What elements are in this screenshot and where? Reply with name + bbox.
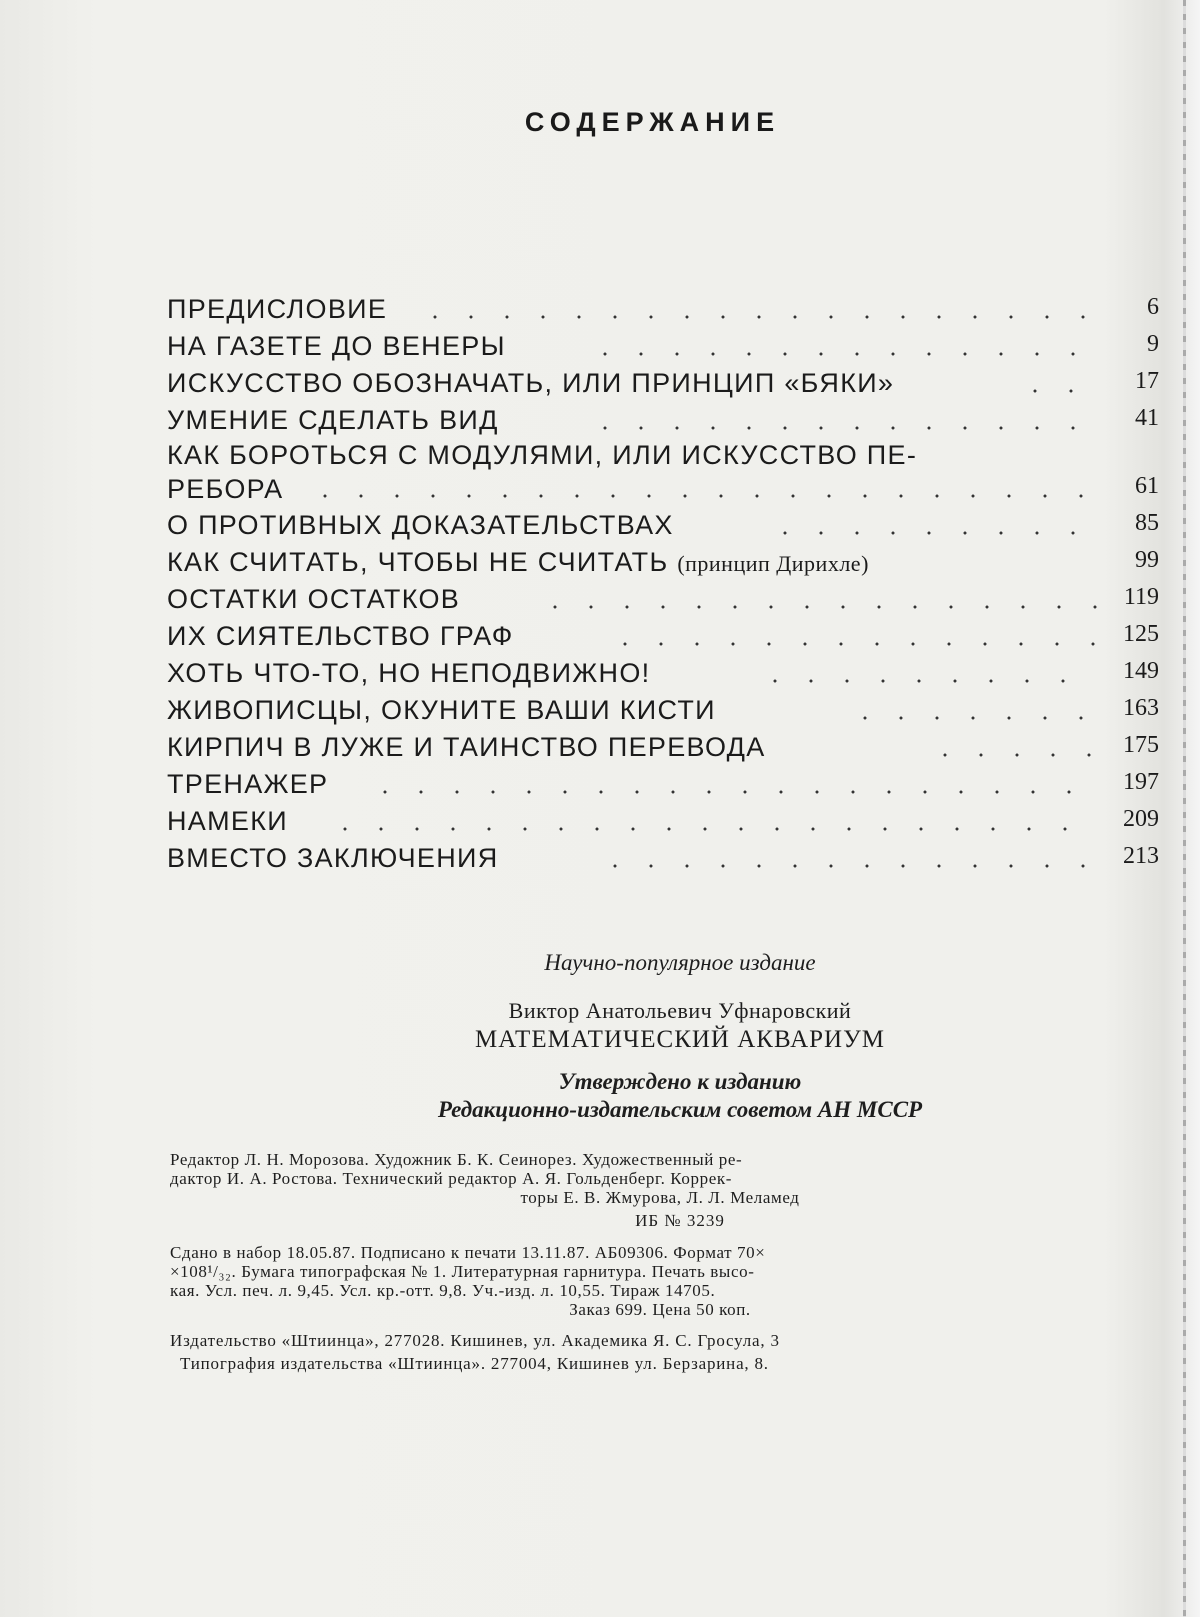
- printer-line: Типография издательства «Штиинца». 277004, Кишинев ул. Берзарина, 8.: [180, 1354, 769, 1373]
- toc-title-line: КАК БОРОТЬСЯ С МОДУЛЯМИ, ИЛИ ИСКУССТВО ПЕ-: [167, 440, 918, 470]
- page-edge: [1183, 0, 1186, 1617]
- toc-title: ИСКУССТВО ОБОЗНАЧАТЬ, ИЛИ ПРИНЦИП «БЯКИ»: [167, 368, 895, 398]
- toc-title-main: КАК СЧИТАТЬ, ЧТОБЫ НЕ СЧИТАТЬ: [167, 547, 669, 577]
- toc-title: НАМЕКИ: [167, 806, 288, 836]
- toc-subtitle: (принцип Дирихле): [677, 551, 869, 576]
- toc-entry: [167, 506, 1167, 543]
- toc-entry: [167, 290, 1167, 327]
- toc-page: 61: [1135, 473, 1159, 499]
- dot-leader: [417, 315, 1097, 319]
- toc-page: 6: [1147, 294, 1159, 320]
- toc-entry: [167, 728, 1167, 765]
- toc-entry: [167, 401, 1167, 438]
- printing-line: ×108¹/₃₂. Бумага типографская № 1. Литературная гарнитура. Печать высо-: [170, 1262, 755, 1281]
- toc-page: 41: [1135, 405, 1159, 431]
- toc-page: 213: [1123, 843, 1159, 869]
- toc-page: 119: [1123, 584, 1159, 610]
- credits: [170, 1150, 1150, 1207]
- toc-title: ИХ СИЯТЕЛЬСТВО ГРАФ: [167, 621, 514, 651]
- toc-page: 125: [1123, 621, 1159, 647]
- toc-title: ВМЕСТО ЗАКЛЮЧЕНИЯ: [167, 843, 499, 873]
- printing-details: [170, 1243, 1150, 1319]
- toc-entry: [167, 543, 1167, 580]
- toc-entry: [167, 654, 1167, 691]
- author-name: Виктор Анатольевич Уфнаровский: [508, 998, 852, 1023]
- dot-leader: [587, 426, 1097, 430]
- toc-title: ТРЕНАЖЕР: [167, 769, 329, 799]
- toc-title: ЖИВОПИСЦЫ, ОКУНИТЕ ВАШИ КИСТИ: [167, 695, 716, 725]
- table-of-contents: [167, 290, 1167, 876]
- printing-line: Заказ 699. Цена 50 коп.: [569, 1300, 751, 1319]
- toc-title: О ПРОТИВНЫХ ДОКАЗАТЕЛЬСТВАХ: [167, 510, 674, 540]
- dot-leader: [757, 679, 1097, 683]
- approval-note: [210, 1068, 1150, 1124]
- toc-title: НА ГАЗЕТЕ ДО ВЕНЕРЫ: [167, 331, 506, 361]
- toc-entry: [167, 617, 1167, 654]
- genre-line: Научно-популярное издание: [544, 950, 816, 975]
- toc-page: 197: [1123, 769, 1159, 795]
- toc-entry: [167, 802, 1167, 839]
- toc-page: 175: [1123, 732, 1159, 758]
- dot-leader: [1017, 389, 1097, 393]
- toc-title-line: РЕБОРА: [167, 474, 284, 504]
- toc-page: 209: [1123, 806, 1159, 832]
- toc-page: 149: [1123, 658, 1159, 684]
- printing-line: кая. Усл. печ. л. 9,45. Усл. кр.-отт. 9,8. Уч.-изд. л. 10,55. Тираж 14705.: [170, 1281, 716, 1300]
- toc-entry: [167, 580, 1167, 617]
- toc-entry: [167, 364, 1167, 401]
- dot-leader: [327, 827, 1097, 831]
- toc-title: КИРПИЧ В ЛУЖЕ И ТАИНСТВО ПЕРЕВОДА: [167, 732, 766, 762]
- toc-entry: [167, 691, 1167, 728]
- credits-line: торы Е. В. Жмурова, Л. Л. Меламед: [520, 1188, 800, 1207]
- toc-page: 9: [1147, 331, 1159, 357]
- toc-title: ХОТЬ ЧТО-ТО, НО НЕПОДВИЖНО!: [167, 658, 651, 688]
- toc-title: ПРЕДИСЛОВИЕ: [167, 294, 388, 324]
- toc-entry: [167, 438, 1167, 506]
- ib-number: ИБ № 3239: [635, 1211, 725, 1230]
- credits-line: Редактор Л. Н. Морозова. Художник Б. К. Сеинорез. Художественный ре-: [170, 1150, 743, 1169]
- publisher-info: [170, 1329, 1150, 1375]
- toc-title: УМЕНИЕ СДЕЛАТЬ ВИД: [167, 405, 499, 435]
- dot-leader: [597, 864, 1097, 868]
- book-title: МАТЕМАТИЧЕСКИЙ АКВАРИУМ: [474, 1026, 886, 1053]
- toc-page: 17: [1135, 368, 1159, 394]
- toc-title: [167, 547, 869, 578]
- toc-entry: [167, 327, 1167, 364]
- toc-entry: [167, 765, 1167, 802]
- printing-line: Сдано в набор 18.05.87. Подписано к печати 13.11.87. АБ09306. Формат 70×: [170, 1243, 766, 1262]
- dot-leader: [307, 494, 1097, 498]
- dot-leader: [927, 753, 1097, 757]
- dot-leader: [587, 352, 1097, 356]
- approval-line: Утверждено к изданию: [558, 1069, 802, 1094]
- toc-page: 85: [1135, 510, 1159, 536]
- dot-leader: [847, 716, 1097, 720]
- dot-leader: [607, 642, 1097, 646]
- dot-leader: [767, 531, 1097, 535]
- imprint-block: [170, 950, 1150, 1375]
- publisher-line: Издательство «Штиинца», 277028. Кишинев, ул. Академика Я. С. Гросула, 3: [170, 1331, 780, 1350]
- page-title: СОДЕРЖАНИЕ: [524, 107, 781, 137]
- approval-line: Редакционно-издательским советом АН МССР: [437, 1097, 923, 1122]
- toc-page: 163: [1123, 695, 1159, 721]
- dot-leader: [537, 605, 1097, 609]
- dot-leader: [367, 790, 1097, 794]
- credits-line: дактор И. А. Ростова. Технический редактор А. Я. Гольденберг. Коррек-: [170, 1169, 732, 1188]
- toc-page: 99: [1135, 547, 1159, 573]
- toc-title: ОСТАТКИ ОСТАТКОВ: [167, 584, 461, 614]
- toc-entry: [167, 839, 1167, 876]
